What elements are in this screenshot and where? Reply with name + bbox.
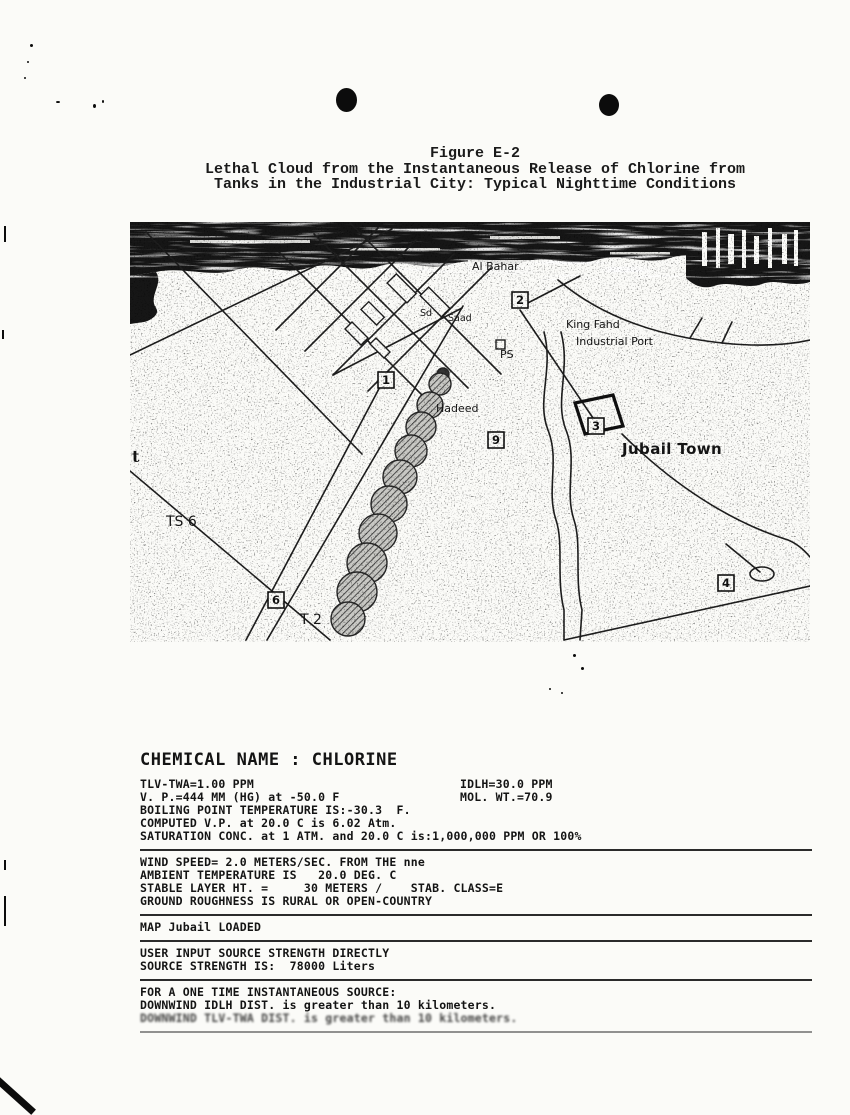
idlh-distance-line: DOWNWIND IDLH DIST. is greater than 10 kilometers. (140, 998, 497, 1012)
vapor-pressure-line: V. P.=444 MM (HG) at -50.0 F (140, 790, 340, 804)
chemical-name-header: CHEMICAL NAME : CHLORINE (140, 750, 398, 770)
margin-tick (4, 896, 6, 926)
scan-speck (30, 44, 33, 47)
source-section (140, 942, 812, 981)
wind-speed-line: WIND SPEED= 2.0 METERS/SEC. FROM THE nne (140, 855, 425, 869)
computed-vp-line: COMPUTED V.P. at 20.0 C is 6.02 Atm. (140, 816, 397, 830)
scan-speck (56, 101, 60, 103)
punch-hole-left (336, 88, 357, 112)
margin-tick (4, 860, 6, 870)
scan-speck (573, 654, 576, 657)
ground-roughness-line: GROUND ROUGHNESS IS RURAL OR OPEN-COUNTRY (140, 894, 433, 908)
user-input-line: USER INPUT SOURCE STRENGTH DIRECTLY (140, 946, 390, 960)
stable-layer-line: STABLE LAYER HT. = 30 METERS / STAB. CLASS=E (140, 881, 504, 895)
jubail-map (130, 222, 810, 642)
tlv-twa-line: TLV-TWA=1.00 PPM (140, 777, 254, 791)
saturation-conc-line: SATURATION CONC. at 1 ATM. and 20.0 C is:1,000,000 PPM OR 100% (140, 829, 582, 843)
corner-mark (0, 1076, 36, 1115)
punch-hole-right (599, 94, 619, 116)
instantaneous-source-line: FOR A ONE TIME INSTANTANEOUS SOURCE: (140, 985, 397, 999)
scan-speck (102, 100, 104, 103)
figure-caption-line2: Tanks in the Industrial City: Typical Nighttime Conditions (213, 176, 737, 193)
figure-number: Figure E-2 (429, 145, 520, 162)
weather-section (140, 851, 812, 916)
tlv-distance-line: DOWNWIND TLV-TWA DIST. is greater than 10 kilometers. (140, 1011, 518, 1025)
ambient-temp-line: AMBIENT TEMPERATURE IS 20.0 DEG. C (140, 868, 397, 882)
scan-speck (24, 77, 26, 79)
margin-tick (2, 330, 4, 339)
boiling-point-line: BOILING POINT TEMPERATURE IS:-30.3 F. (140, 803, 411, 817)
scan-speck (93, 104, 96, 108)
map-loaded-line: MAP Jubail LOADED (140, 920, 262, 934)
scan-speck (549, 688, 551, 690)
printout (140, 750, 812, 1033)
mol-wt-value: MOL. WT.=70.9 (460, 790, 553, 804)
scan-noise-overlay (130, 222, 810, 642)
map-figure (130, 222, 810, 642)
source-strength-line: SOURCE STRENGTH IS: 78000 Liters (140, 959, 376, 973)
results-section (140, 981, 812, 1033)
scan-speck (27, 61, 29, 63)
scan-speck (581, 667, 584, 670)
figure-caption-line1: Lethal Cloud from the Instantaneous Release of Chlorine from (204, 160, 746, 178)
chemical-properties-section (140, 778, 812, 851)
margin-tick (4, 226, 6, 242)
scan-speck (561, 692, 563, 694)
figure-caption (135, 146, 815, 193)
idlh-value: IDLH=30.0 PPM (460, 777, 553, 791)
map-status-section (140, 916, 812, 942)
